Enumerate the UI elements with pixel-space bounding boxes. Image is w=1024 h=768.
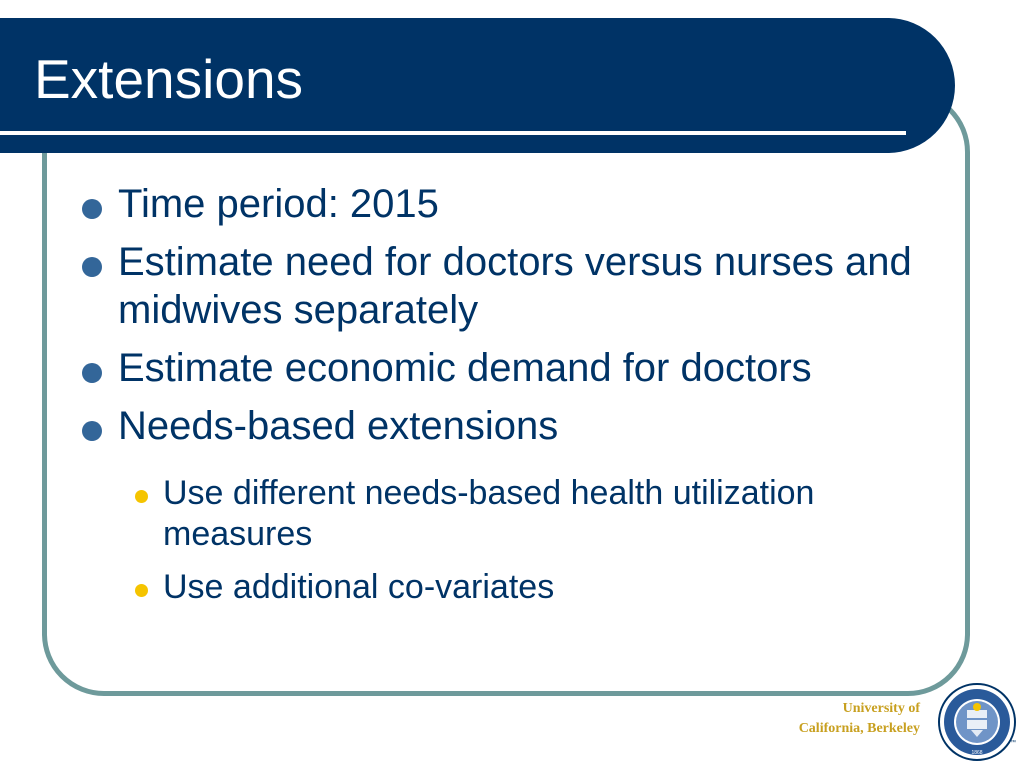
bullet-dot-icon — [82, 363, 102, 383]
sub-bullet-item — [80, 473, 950, 555]
title-underline — [0, 131, 906, 135]
bullet-text: Estimate economic demand for doctors — [118, 346, 812, 390]
footer-institution — [799, 699, 920, 739]
bullet-text: Estimate need for doctors versus nurses and midwives separately — [118, 240, 912, 332]
university-seal-icon — [938, 683, 1016, 761]
svg-text:1868: 1868 — [971, 750, 983, 756]
bullet-item — [80, 180, 950, 228]
bullet-item — [80, 238, 950, 334]
slide-title: Extensions — [34, 48, 304, 110]
bullet-item — [80, 344, 950, 392]
sub-bullet-dot-icon — [135, 490, 148, 503]
bullet-dot-icon — [82, 257, 102, 277]
bullet-dot-icon — [82, 199, 102, 219]
sub-bullet-text: Use additional co-variates — [163, 568, 555, 606]
footer-line-2: California, Berkeley — [798, 721, 920, 736]
sub-bullet-dot-icon — [135, 584, 148, 597]
trademark-mark: ™ — [1010, 740, 1016, 746]
footer-line-1: University of — [842, 701, 920, 716]
sub-bullet-item — [80, 567, 950, 608]
sub-bullet-text: Use different needs-based health utilization measures — [163, 474, 815, 553]
bullet-text: Time period: 2015 — [118, 182, 439, 226]
bullet-list — [80, 180, 950, 458]
sub-bullet-list — [80, 473, 950, 620]
bullet-text: Needs-based extensions — [118, 404, 559, 448]
bullet-item — [80, 402, 950, 450]
bullet-dot-icon — [82, 421, 102, 441]
